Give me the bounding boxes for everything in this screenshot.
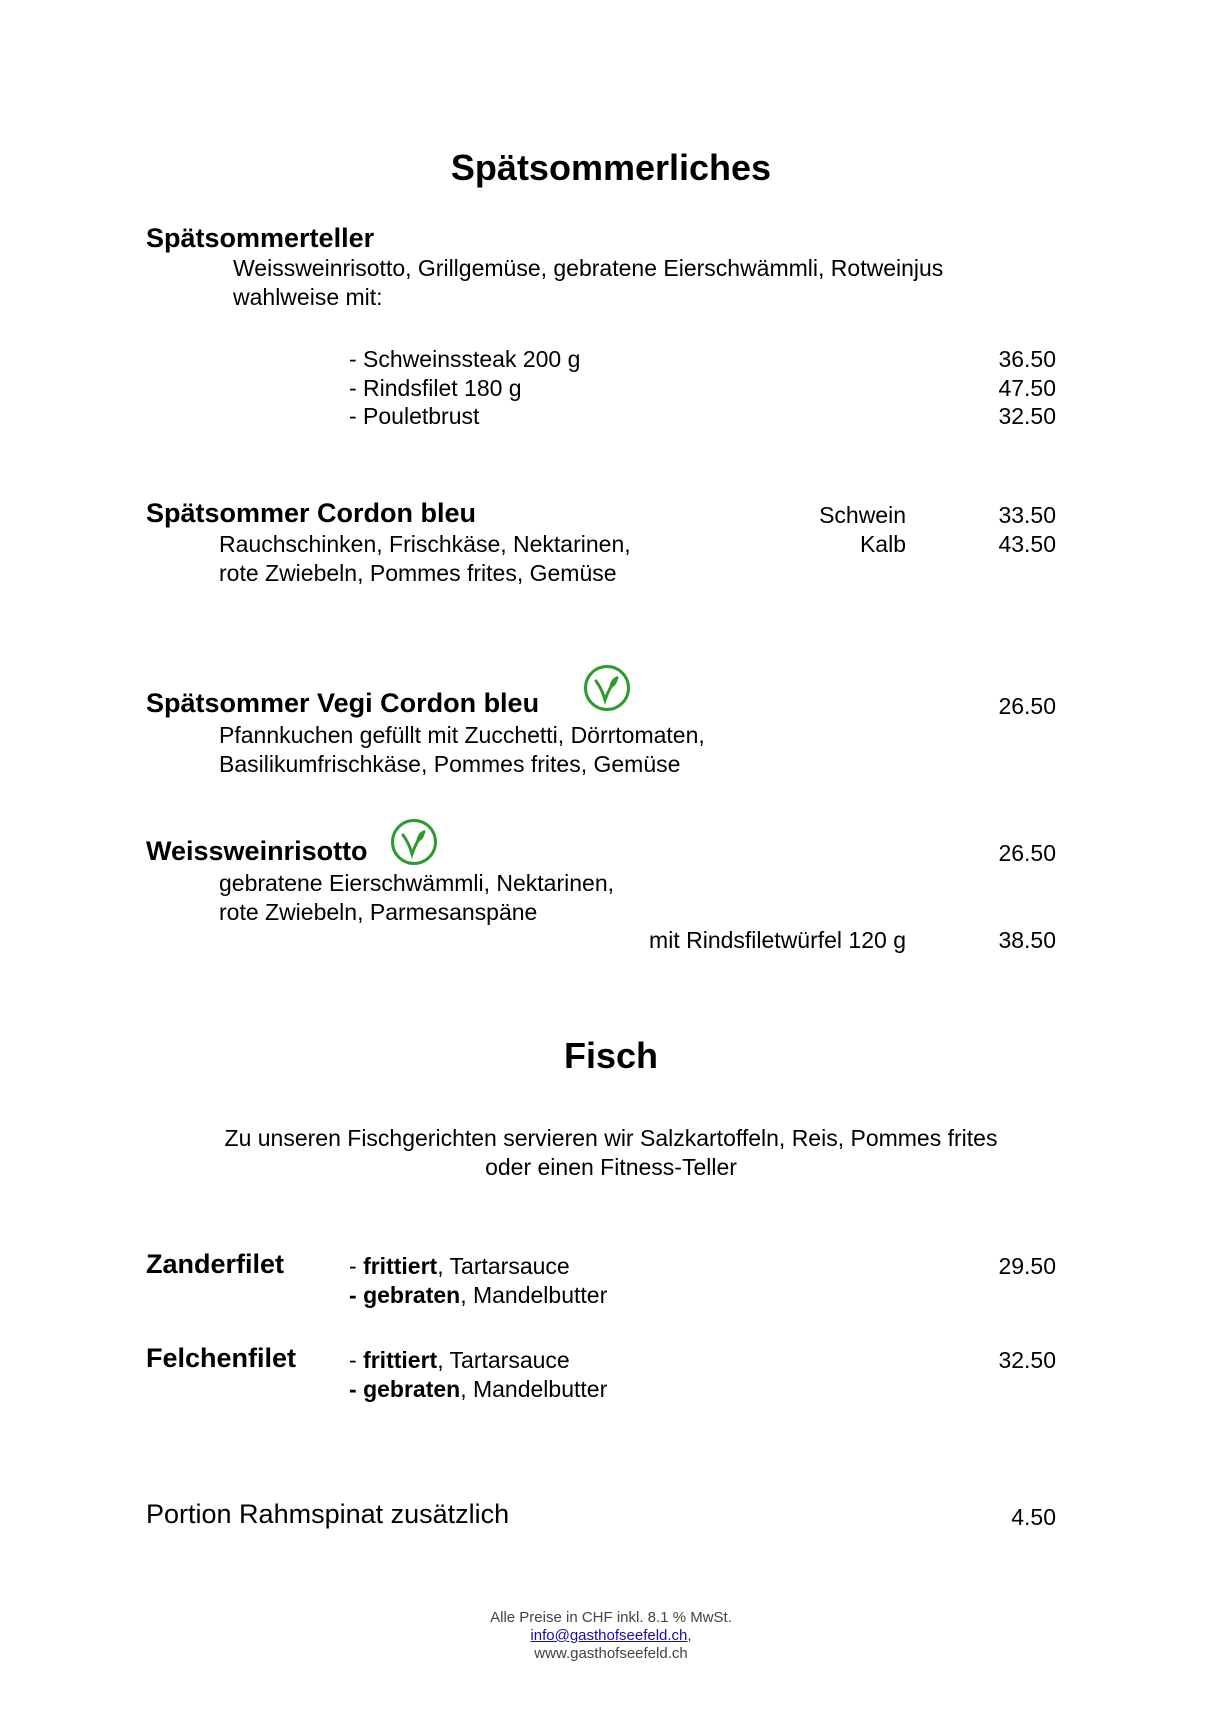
dish-desc-cordon-1: Rauchschinken, Frischkäse, Nektarinen, <box>219 531 631 557</box>
fish-option-rest: , Mandelbutter <box>460 1376 608 1402</box>
teller-option-label: - Rindsfilet 180 g <box>349 375 522 401</box>
footer-email-line <box>0 1627 1222 1645</box>
footer <box>0 1609 1222 1663</box>
dish-name-cordon: Spätsommer Cordon bleu <box>146 498 477 528</box>
fish-option-rest: , Tartarsauce <box>437 1253 570 1279</box>
fish-option-rest: , Tartarsauce <box>437 1347 570 1373</box>
vegetarian-leaf-icon <box>390 818 438 866</box>
footer-tax-note: Alle Preise in CHF inkl. 8.1 % MwSt. <box>490 1609 732 1626</box>
risotto-addon-price: 38.50 <box>998 927 1056 953</box>
footer-website: www.gasthofseefeld.ch <box>534 1645 688 1662</box>
dish-price-vegi-cordon: 26.50 <box>998 693 1056 719</box>
teller-option-price: 47.50 <box>998 375 1056 401</box>
fish-name: Felchenfilet <box>146 1343 297 1373</box>
cordon-variant-price: 33.50 <box>998 502 1056 528</box>
fish-option-bold: frittiert <box>363 1347 438 1373</box>
teller-option-label: - Schweinssteak 200 g <box>349 346 581 372</box>
teller-option-price: 32.50 <box>998 403 1056 429</box>
footer-comma: , <box>687 1627 692 1644</box>
dish-desc-risotto-2: rote Zwiebeln, Parmesanspäne <box>219 899 538 925</box>
dish-price-risotto: 26.50 <box>998 840 1056 866</box>
cordon-variant-label: Kalb <box>859 531 906 557</box>
fish-option-1: - frittiert, Tartarsauce <box>349 1347 570 1373</box>
fish-option-2: - gebraten, Mandelbutter <box>349 1376 608 1402</box>
fish-option-bold: gebraten <box>363 1282 461 1308</box>
footer-email-link[interactable]: info@gasthofseefeld.ch <box>530 1627 688 1644</box>
extra-price: 4.50 <box>1011 1504 1056 1530</box>
fish-price: 29.50 <box>998 1253 1056 1279</box>
cordon-variant-price: 43.50 <box>998 531 1056 557</box>
fish-intro-line-2: oder einen Fitness-Teller <box>485 1154 737 1180</box>
dish-desc-vegi-cordon-1: Pfannkuchen gefüllt mit Zucchetti, Dörrtomaten, <box>219 722 705 748</box>
fish-option-2: - gebraten, Mandelbutter <box>349 1282 608 1308</box>
section-title-summer: Spätsommerliches <box>450 147 772 188</box>
fish-price: 32.50 <box>998 1347 1056 1373</box>
cordon-variant-label: Schwein <box>819 502 906 528</box>
dish-desc-teller-1: Weissweinrisotto, Grillgemüse, gebratene Eierschwämmli, Rotweinjus <box>233 255 944 281</box>
extra-label: Portion Rahmspinat zusätzlich <box>146 1499 510 1529</box>
dish-desc-teller-2: wahlweise mit: <box>233 284 383 310</box>
risotto-addon-label: mit Rindsfiletwürfel 120 g <box>649 927 906 953</box>
dish-name-risotto: Weissweinrisotto <box>146 836 368 866</box>
vegetarian-leaf-icon <box>583 664 631 712</box>
fish-option-1: - frittiert, Tartarsauce <box>349 1253 570 1279</box>
fish-intro-line-1: Zu unseren Fischgerichten servieren wir Salzkartoffeln, Reis, Pommes frites <box>224 1125 998 1151</box>
dish-desc-risotto-1: gebratene Eierschwämmli, Nektarinen, <box>219 870 615 896</box>
dish-name-vegi-cordon: Spätsommer Vegi Cordon bleu <box>146 688 540 718</box>
fish-name: Zanderfilet <box>146 1249 285 1279</box>
teller-option-label: - Pouletbrust <box>349 403 480 429</box>
dish-name-teller: Spätsommerteller <box>146 223 375 253</box>
fish-option-bold: frittiert <box>363 1253 438 1279</box>
teller-option-price: 36.50 <box>998 346 1056 372</box>
fish-option-bold: gebraten <box>363 1376 461 1402</box>
dish-desc-cordon-2: rote Zwiebeln, Pommes frites, Gemüse <box>219 560 617 586</box>
fish-option-rest: , Mandelbutter <box>460 1282 608 1308</box>
section-title-fish: Fisch <box>563 1035 659 1076</box>
dish-desc-vegi-cordon-2: Basilikumfrischkäse, Pommes frites, Gemüse <box>219 751 681 777</box>
